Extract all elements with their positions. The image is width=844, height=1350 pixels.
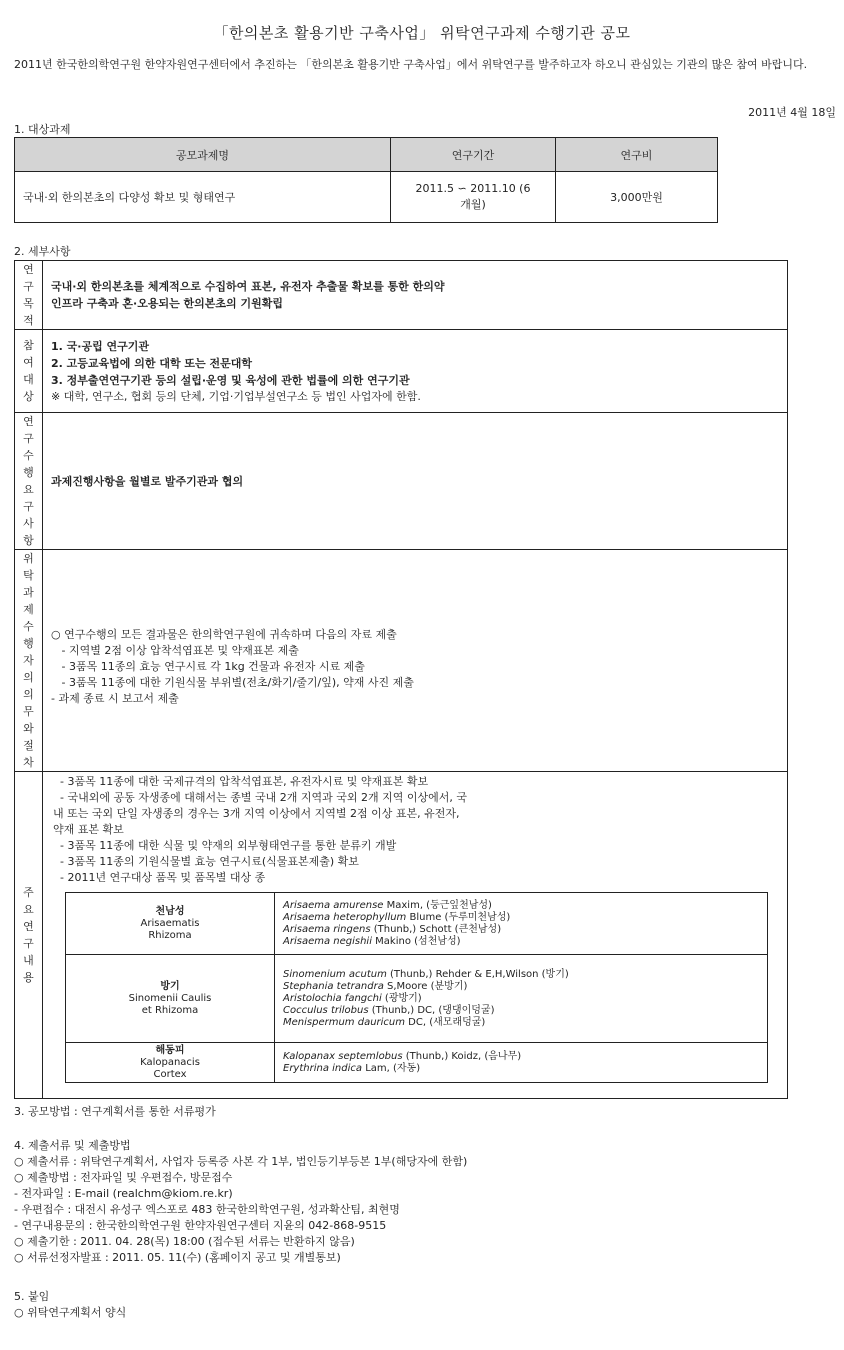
herb-kr: 방기 — [160, 980, 180, 992]
species-item: Menispermum dauricum DC, (새모래덩굴) — [283, 1016, 486, 1028]
species-item: Arisaema negishii Makino (섬천남성) — [283, 935, 461, 947]
submission-line: ○ 서류선정자발표 : 2011. 05. 11(수) (홈페이지 공고 및 개별통보) — [14, 1251, 341, 1264]
main-line: 약재 표본 확보 — [53, 823, 124, 836]
purpose-content — [43, 261, 788, 330]
obligation-line: - 3품목 11종에 대한 기원식물 부위별(전초/화기/줄기/잎), 약재 사진 제출 — [51, 675, 414, 689]
main-line: - 3품목 11종의 기원식물별 효능 연구시료(식물표본제출) 확보 — [53, 855, 359, 868]
submission-line: - 우편접수 : 대전시 유성구 엑스포로 483 한국한의학연구원, 성과확산팀, 최현명 — [14, 1203, 400, 1216]
herb-row — [66, 1043, 768, 1083]
project-budget: 3,000만원 — [556, 172, 718, 223]
herb-kr: 천남성 — [155, 905, 185, 917]
header-budget: 연구비 — [556, 138, 718, 172]
main-line: - 3품목 11종에 대한 국제규격의 압착석엽표본, 유전자시료 및 약재표본 확보 — [53, 775, 429, 788]
eligibility-content — [43, 330, 788, 413]
header-project-name: 공모과제명 — [15, 138, 391, 172]
submission-line: ○ 제출서류 : 위탁연구계획서, 사업자 등록증 사본 각 1부, 법인등기부등본 1부(해당자에 한함) — [14, 1155, 468, 1168]
species-item: Erythrina indica Lam, (자동) — [283, 1062, 421, 1074]
herb-latin: Cortex — [153, 1068, 187, 1080]
herb-species-table — [65, 892, 768, 1083]
intro-paragraph: 2011년 한국한의학연구원 한약자원연구센터에서 추진하는 「한의본초 활용기반 구축사업」에서 위탁연구를 발주하고자 하오니 관심있는 기관의 많은 참여 바랍니다. — [14, 58, 808, 71]
species-item: Kalopanax septemlobus (Thunb,) Koidz, (음나무) — [283, 1050, 522, 1062]
eligibility-line: 1. 국·공립 연구기관 — [51, 339, 150, 353]
species-item: Sinomenium acutum (Thunb,) Rehder & E,H,Wilson (방기) — [283, 968, 569, 980]
announcement-date: 2011년 4월 18일 — [748, 106, 836, 119]
table-row — [15, 172, 718, 223]
species-cell — [275, 1043, 768, 1083]
species-item: Arisaema amurense Maxim, (둥근잎천남성) — [283, 899, 492, 911]
species-item: Cocculus trilobus (Thunb,) DC, (댕댕이덩굴) — [283, 1004, 495, 1016]
herb-name-cell — [66, 893, 275, 955]
main-line: - 국내외에 공동 자생종에 대해서는 종별 국내 2개 지역과 국외 2개 지역 이상에서, 국 — [53, 791, 467, 804]
purpose-line: 국내·외 한의본초를 체계적으로 수집하여 표본, 유전자 추출물 확보를 통한 한의약 — [51, 280, 445, 293]
purpose-line: 인프라 구축과 혼·오용되는 한의본초의 기원확립 — [51, 297, 284, 310]
submission-line: - 전자파일 : E-mail (realchm@kiom.re.kr) — [14, 1187, 233, 1200]
section5 — [14, 1289, 126, 1321]
section4-heading: 4. 제출서류 및 제출방법 — [14, 1139, 131, 1152]
eligibility-line: 3. 정부출연연구기관 등의 설립·운영 및 육성에 관한 법률에 의한 연구기관 — [51, 373, 410, 387]
project-table — [14, 137, 718, 223]
requirements-label: 연 구 수 행 요 구 사 항 — [15, 413, 43, 550]
attachment-item: ○ 위탁연구계획서 양식 — [14, 1306, 127, 1319]
herb-latin: Kalopanacis — [140, 1056, 200, 1068]
eligibility-line: 2. 고등교육법에 의한 대학 또는 전문대학 — [51, 356, 252, 370]
species-cell — [275, 955, 768, 1043]
obligation-line: ○ 연구수행의 모든 결과물은 한의학연구원에 귀속하며 다음의 자료 제출 — [51, 627, 397, 641]
herb-latin: Sinomenii Caulis — [128, 992, 212, 1004]
details-table — [14, 260, 788, 1099]
page-title: 「한의본초 활용기반 구축사업」 위탁연구과제 수행기관 공모 — [213, 24, 631, 42]
herb-kr: 해동피 — [155, 1044, 185, 1056]
herb-name-cell — [66, 1043, 275, 1083]
project-period: 2011.5 ∽ 2011.10 (6개월) — [391, 172, 556, 223]
main-line: - 3품목 11종에 대한 식물 및 약재의 외부형태연구를 통한 분류키 개발 — [53, 839, 397, 852]
herb-row — [66, 955, 768, 1043]
herb-row — [66, 893, 768, 955]
main-content-label: 주 요 연 구 내 용 — [15, 772, 43, 1099]
species-item: Arisaema ringens (Thunb,) Schott (큰천남성) — [283, 923, 502, 935]
requirements-text: 과제진행사항을 월별로 발주기관과 협의 — [51, 474, 244, 488]
main-line: 내 또는 국외 단일 자생종의 경우는 3개 지역 이상에서 지역별 2점 이상 표본, 유전자, — [53, 807, 460, 820]
herb-latin: et Rhizoma — [141, 1004, 199, 1016]
main-content — [43, 772, 788, 1099]
header-period: 연구기간 — [391, 138, 556, 172]
species-item: Arisaema heterophyllum Blume (두루미천남성) — [283, 911, 511, 923]
species-cell — [275, 893, 768, 955]
main-line: - 2011년 연구대상 품목 및 품목별 대상 종 — [53, 871, 266, 884]
herb-latin: Rhizoma — [148, 929, 192, 941]
section5-heading: 5. 붙임 — [14, 1290, 50, 1303]
obligations-content — [43, 550, 788, 772]
herb-latin: Arisaematis — [140, 917, 200, 929]
obligation-line: - 지역별 2점 이상 압착석엽표본 및 약재표본 제출 — [51, 643, 299, 657]
eligibility-note: ※ 대학, 연구소, 협회 등의 단체, 기업·기업부설연구소 등 법인 사업자에 한함. — [51, 389, 421, 403]
purpose-label: 연 구 목 적 — [15, 261, 43, 330]
submission-line: ○ 제출기한 : 2011. 04. 28(목) 18:00 (접수된 서류는 반환하지 않음) — [14, 1235, 355, 1248]
submission-line: ○ 제출방법 : 전자파일 및 우편접수, 방문접수 — [14, 1171, 233, 1184]
section1-heading: 1. 대상과제 — [14, 123, 71, 136]
obligation-line: - 3품목 11종의 효능 연구시료 각 1kg 건물과 유전자 시료 제출 — [51, 659, 365, 673]
herb-name-cell — [66, 955, 275, 1043]
submission-line: - 연구내용문의 : 한국한의학연구원 한약자원연구센터 지윤의 042-868-9515 — [14, 1219, 387, 1232]
section2-heading: 2. 세부사항 — [14, 245, 71, 258]
obligation-line: - 과제 종료 시 보고서 제출 — [51, 691, 179, 705]
requirements-content — [43, 413, 788, 550]
section4 — [14, 1138, 467, 1266]
species-item: Aristolochia fangchi (광방기) — [283, 992, 422, 1004]
section3-method: 3. 공모방법 : 연구계획서를 통한 서류평가 — [14, 1105, 216, 1118]
species-item: Stephania tetrandra S,Moore (분방기) — [283, 980, 468, 992]
project-name: 국내·외 한의본초의 다양성 확보 및 형태연구 — [15, 172, 391, 223]
obligations-label: 위 탁 과 제 수 행 자 의 의 무 와 절 차 — [15, 550, 43, 772]
eligibility-label: 참 여 대 상 — [15, 330, 43, 413]
